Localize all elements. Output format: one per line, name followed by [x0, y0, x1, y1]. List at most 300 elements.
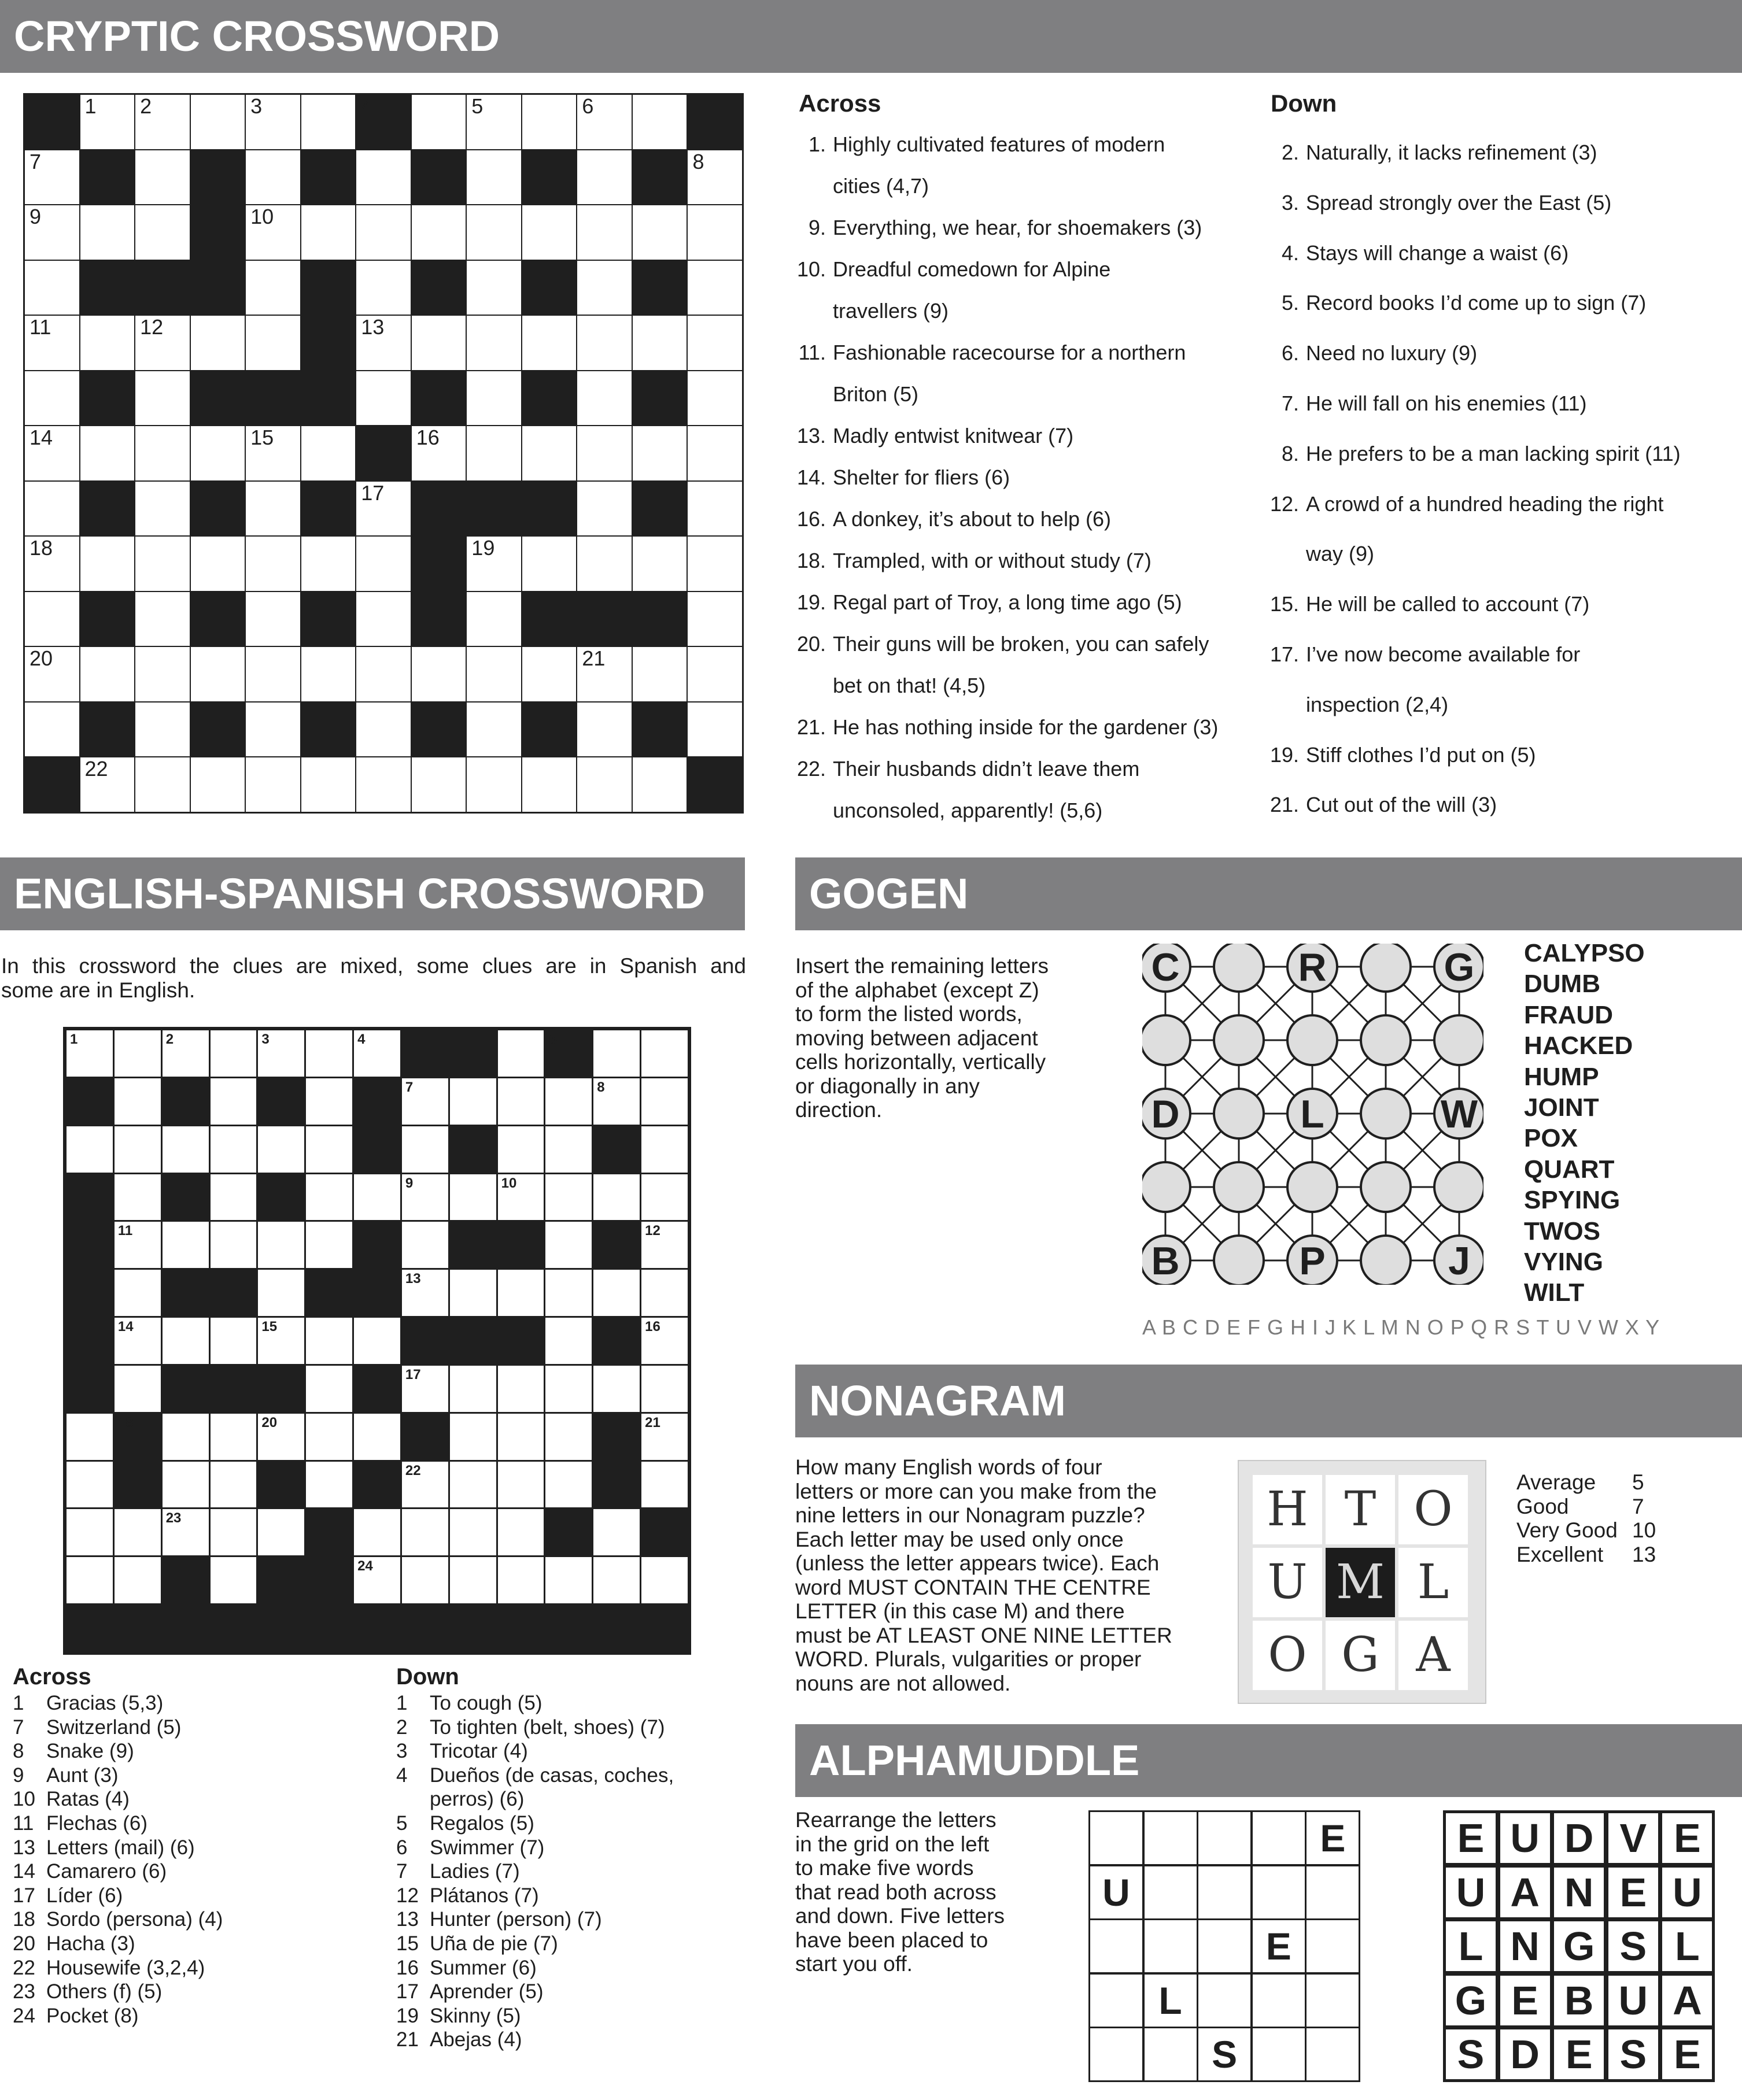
es-cell[interactable] [498, 1557, 544, 1603]
gogen-cell[interactable] [1361, 1236, 1411, 1285]
es-cell[interactable] [593, 1270, 640, 1316]
gogen-cell[interactable] [1361, 1162, 1411, 1212]
cryptic-cell[interactable] [688, 647, 742, 701]
es-cell[interactable] [593, 1557, 640, 1603]
es-cell[interactable] [498, 1126, 544, 1173]
alphamuddle-letter: D [1510, 2032, 1540, 2077]
cryptic-cell[interactable] [577, 261, 632, 315]
cryptic-cell[interactable] [688, 371, 742, 426]
es-cell[interactable] [163, 1126, 209, 1173]
gogen-cell[interactable] [1142, 1015, 1190, 1065]
es-cell[interactable] [258, 1509, 304, 1555]
es-cell[interactable] [545, 1366, 592, 1412]
cryptic-cell[interactable] [577, 150, 632, 205]
gogen-cell[interactable] [1214, 1015, 1264, 1065]
gogen-cell[interactable] [1142, 944, 1190, 992]
es-cell[interactable] [115, 1174, 161, 1221]
gogen-cell[interactable] [1434, 1089, 1483, 1138]
es-cell[interactable] [402, 1462, 448, 1508]
es-cell[interactable] [450, 1174, 496, 1221]
instruction-line: in the grid on the left [795, 1832, 990, 1856]
cryptic-cell[interactable] [577, 647, 632, 701]
cryptic-black-cell [467, 482, 521, 536]
es-cell[interactable] [306, 1126, 352, 1173]
alphamuddle-answer-cell[interactable] [1197, 2027, 1252, 2082]
cryptic-cell[interactable] [25, 261, 79, 315]
cryptic-cell[interactable] [688, 205, 742, 260]
cryptic-cell[interactable] [577, 537, 632, 591]
cryptic-cell[interactable] [80, 95, 135, 149]
es-cell[interactable] [498, 1174, 544, 1221]
es-cell[interactable] [258, 1126, 304, 1173]
cryptic-cell[interactable] [467, 757, 521, 812]
es-cell[interactable] [641, 1270, 688, 1316]
es-cell[interactable] [306, 1462, 352, 1508]
cryptic-cell[interactable] [25, 205, 79, 260]
alphamuddle-answer-cell[interactable] [1305, 1810, 1360, 1866]
es-cell[interactable] [67, 1030, 113, 1077]
es-cell[interactable] [115, 1270, 161, 1316]
alphamuddle-answer-cell[interactable] [1305, 2027, 1360, 2082]
es-cell[interactable] [115, 1509, 161, 1555]
es-cell[interactable] [306, 1174, 352, 1221]
es-cell[interactable] [402, 1557, 448, 1603]
es-cell[interactable] [306, 1414, 352, 1460]
es-cell[interactable] [163, 1462, 209, 1508]
alphamuddle-answer-cell[interactable] [1305, 1973, 1360, 2028]
alphamuddle-letter: U [1510, 1816, 1540, 1861]
cryptic-cell[interactable] [25, 426, 79, 480]
es-cell[interactable] [402, 1270, 448, 1316]
cryptic-cell[interactable] [246, 703, 300, 757]
cryptic-cell[interactable] [80, 757, 135, 812]
cryptic-cell[interactable] [522, 205, 577, 260]
alphamuddle-answer-cell[interactable] [1143, 1973, 1198, 2028]
alphamuddle-answer-cell[interactable] [1251, 1865, 1306, 1920]
gogen-cell[interactable] [1287, 1015, 1337, 1065]
cryptic-cell[interactable] [688, 703, 742, 757]
cryptic-cell[interactable] [577, 316, 632, 370]
es-cell[interactable] [545, 1414, 592, 1460]
es-cell[interactable] [67, 1557, 113, 1603]
es-cell[interactable] [306, 1222, 352, 1268]
gogen-cell[interactable] [1287, 1236, 1337, 1285]
alphamuddle-answer-cell[interactable] [1143, 1810, 1198, 1866]
gogen-cell[interactable] [1434, 1162, 1483, 1212]
cryptic-cell[interactable] [135, 482, 190, 536]
es-cell[interactable] [402, 1366, 448, 1412]
es-cell[interactable] [354, 1174, 400, 1221]
cryptic-cell[interactable] [412, 205, 466, 260]
cryptic-cell[interactable] [135, 426, 190, 480]
cryptic-cell[interactable] [246, 757, 300, 812]
es-cell[interactable] [163, 1318, 209, 1364]
es-cell[interactable] [498, 1270, 544, 1316]
nonagram-cell[interactable] [1253, 1548, 1322, 1617]
alphamuddle-answer-cell[interactable] [1088, 1810, 1144, 1866]
cryptic-cell[interactable] [633, 205, 687, 260]
es-cell[interactable] [545, 1222, 592, 1268]
cryptic-cell[interactable] [25, 592, 79, 646]
es-cell[interactable] [115, 1366, 161, 1412]
cryptic-cell[interactable] [191, 537, 245, 591]
cryptic-cell[interactable] [356, 482, 411, 536]
cryptic-cell[interactable] [577, 482, 632, 536]
clue-text: A crowd of a hundred heading the right [1306, 491, 1664, 516]
alphamuddle-answer-cell[interactable] [1088, 1973, 1144, 2028]
nonagram-centre-cell[interactable] [1326, 1548, 1395, 1617]
es-cell[interactable] [306, 1078, 352, 1125]
cryptic-cell[interactable] [191, 647, 245, 701]
es-cell[interactable] [354, 1318, 400, 1364]
cryptic-cell[interactable] [577, 205, 632, 260]
cryptic-cell[interactable] [25, 482, 79, 536]
es-cell[interactable] [115, 1030, 161, 1077]
cryptic-cell[interactable] [25, 647, 79, 701]
cryptic-cell[interactable] [356, 150, 411, 205]
nonagram-cell[interactable] [1326, 1621, 1395, 1690]
cryptic-cell[interactable] [246, 537, 300, 591]
cryptic-cell[interactable] [135, 150, 190, 205]
cryptic-cell[interactable] [246, 647, 300, 701]
alphamuddle-answer-cell[interactable] [1251, 2027, 1306, 2082]
gogen-cell[interactable] [1361, 944, 1411, 992]
es-clue-text: Skinny (5) [430, 2004, 521, 2027]
cryptic-cell[interactable] [467, 592, 521, 646]
cryptic-cell[interactable] [135, 95, 190, 149]
es-cell[interactable] [67, 1126, 113, 1173]
es-cell[interactable] [258, 1270, 304, 1316]
cryptic-cell[interactable] [522, 426, 577, 480]
es-cell[interactable] [67, 1509, 113, 1555]
cryptic-cell[interactable] [135, 592, 190, 646]
es-cell[interactable] [593, 1174, 640, 1221]
cryptic-cell[interactable] [577, 757, 632, 812]
cryptic-cell[interactable] [301, 426, 356, 480]
gogen-cell[interactable] [1361, 1089, 1411, 1138]
gogen-cell[interactable] [1361, 1015, 1411, 1065]
cryptic-cell[interactable] [467, 150, 521, 205]
cryptic-cell[interactable] [412, 757, 466, 812]
es-cell[interactable] [641, 1126, 688, 1173]
es-cell[interactable] [163, 1030, 209, 1077]
cryptic-cell[interactable] [246, 426, 300, 480]
cryptic-cell[interactable] [467, 537, 521, 591]
es-cell[interactable] [593, 1078, 640, 1125]
es-cell[interactable] [402, 1126, 448, 1173]
es-cell[interactable] [211, 1222, 257, 1268]
nonagram-cell[interactable] [1398, 1548, 1468, 1617]
cryptic-cell[interactable] [356, 757, 411, 812]
es-cell[interactable] [211, 1557, 257, 1603]
cryptic-cell[interactable] [467, 426, 521, 480]
cryptic-cell[interactable] [135, 757, 190, 812]
cryptic-cell[interactable] [577, 426, 632, 480]
cryptic-cell[interactable] [301, 95, 356, 149]
es-cell[interactable] [450, 1078, 496, 1125]
nonagram-cell[interactable] [1326, 1475, 1395, 1544]
es-cell[interactable] [545, 1078, 592, 1125]
es-cell[interactable] [545, 1270, 592, 1316]
es-cell[interactable] [258, 1222, 304, 1268]
alphamuddle-answer-cell[interactable] [1143, 1865, 1198, 1920]
cryptic-cell[interactable] [356, 647, 411, 701]
es-cell[interactable] [211, 1030, 257, 1077]
es-cell[interactable] [211, 1318, 257, 1364]
es-cell[interactable] [115, 1557, 161, 1603]
cryptic-cell[interactable] [633, 757, 687, 812]
cryptic-cell[interactable] [467, 95, 521, 149]
cryptic-cell[interactable] [301, 757, 356, 812]
cryptic-cell[interactable] [522, 757, 577, 812]
es-cell[interactable] [354, 1414, 400, 1460]
es-cell[interactable] [211, 1462, 257, 1508]
es-cell[interactable] [641, 1078, 688, 1125]
cryptic-cell[interactable] [467, 703, 521, 757]
cryptic-cell[interactable] [467, 647, 521, 701]
es-cell[interactable] [450, 1366, 496, 1412]
es-cell[interactable] [498, 1462, 544, 1508]
es-cell[interactable] [545, 1557, 592, 1603]
es-cell[interactable] [498, 1366, 544, 1412]
es-cell[interactable] [258, 1030, 304, 1077]
gogen-cell[interactable] [1142, 1089, 1190, 1138]
es-cell[interactable] [67, 1462, 113, 1508]
cryptic-cell[interactable] [633, 647, 687, 701]
cryptic-cell[interactable] [688, 426, 742, 480]
es-cell[interactable] [593, 1030, 640, 1077]
nonagram-cell[interactable] [1253, 1475, 1322, 1544]
cryptic-cell[interactable] [688, 150, 742, 205]
cryptic-cell[interactable] [633, 95, 687, 149]
cryptic-cell[interactable] [412, 95, 466, 149]
es-cell[interactable] [545, 1318, 592, 1364]
cryptic-cell[interactable] [412, 316, 466, 370]
instruction-line: Each letter may be used only once [795, 1527, 1124, 1551]
gogen-cell[interactable] [1287, 944, 1337, 992]
cryptic-cell[interactable] [412, 426, 466, 480]
es-cell[interactable] [258, 1318, 304, 1364]
alphamuddle-answer-cell[interactable] [1251, 1918, 1306, 1974]
nonagram-cell[interactable] [1398, 1475, 1468, 1544]
es-cell[interactable] [450, 1270, 496, 1316]
cryptic-cell[interactable] [467, 371, 521, 426]
es-cell[interactable] [593, 1366, 640, 1412]
cryptic-cell[interactable] [522, 316, 577, 370]
cryptic-cell[interactable] [246, 95, 300, 149]
es-cell[interactable] [211, 1078, 257, 1125]
nonagram-cell[interactable] [1398, 1621, 1468, 1690]
cryptic-cell[interactable] [577, 95, 632, 149]
cryptic-cell[interactable] [191, 95, 245, 149]
es-cell[interactable] [115, 1318, 161, 1364]
cryptic-cell[interactable] [80, 205, 135, 260]
cryptic-cell[interactable] [633, 537, 687, 591]
es-cell[interactable] [115, 1222, 161, 1268]
es-cell[interactable] [163, 1414, 209, 1460]
es-cell[interactable] [115, 1126, 161, 1173]
es-cell[interactable] [306, 1366, 352, 1412]
es-cell[interactable] [115, 1078, 161, 1125]
cryptic-cell[interactable] [356, 205, 411, 260]
cryptic-cell[interactable] [246, 205, 300, 260]
cryptic-cell[interactable] [356, 261, 411, 315]
es-cell[interactable] [211, 1126, 257, 1173]
gogen-cell[interactable] [1287, 1162, 1337, 1212]
cryptic-cell[interactable] [301, 647, 356, 701]
es-cell[interactable] [450, 1414, 496, 1460]
es-cell[interactable] [306, 1030, 352, 1077]
es-cell[interactable] [402, 1509, 448, 1555]
cryptic-cell[interactable] [356, 703, 411, 757]
cryptic-cell[interactable] [80, 537, 135, 591]
alphamuddle-answer-cell[interactable] [1143, 2027, 1198, 2082]
instruction-line: word MUST CONTAIN THE CENTRE [795, 1575, 1151, 1599]
cryptic-cell[interactable] [246, 316, 300, 370]
cryptic-cell[interactable] [25, 316, 79, 370]
cryptic-cell[interactable] [577, 703, 632, 757]
cryptic-cell[interactable] [688, 316, 742, 370]
alphamuddle-answer-cell[interactable] [1251, 1973, 1306, 2028]
cryptic-cell[interactable] [80, 426, 135, 480]
cryptic-cell[interactable] [25, 371, 79, 426]
cryptic-cell[interactable] [135, 371, 190, 426]
cryptic-cell[interactable] [80, 316, 135, 370]
cryptic-cell[interactable] [246, 482, 300, 536]
es-cell[interactable] [641, 1222, 688, 1268]
es-clue-number: 17 [396, 1980, 419, 2003]
cryptic-cell[interactable] [688, 482, 742, 536]
es-cell[interactable] [545, 1174, 592, 1221]
es-cell[interactable] [402, 1222, 448, 1268]
cryptic-cell[interactable] [633, 316, 687, 370]
es-cell[interactable] [498, 1414, 544, 1460]
es-cell[interactable] [450, 1557, 496, 1603]
cryptic-cell[interactable] [25, 150, 79, 205]
alphamuddle-answer-cell[interactable] [1197, 1973, 1252, 2028]
cryptic-cell[interactable] [412, 647, 466, 701]
es-cell[interactable] [402, 1078, 448, 1125]
cryptic-cell[interactable] [356, 371, 411, 426]
es-cell[interactable] [354, 1030, 400, 1077]
gogen-cell[interactable] [1434, 1236, 1483, 1285]
gogen-cell[interactable] [1287, 1089, 1337, 1138]
es-cell[interactable] [306, 1318, 352, 1364]
alphamuddle-answer-cell[interactable] [1088, 1918, 1144, 1974]
cryptic-cell[interactable] [688, 537, 742, 591]
es-cell[interactable] [641, 1318, 688, 1364]
cryptic-cell[interactable] [191, 316, 245, 370]
es-cell[interactable] [641, 1462, 688, 1508]
alphamuddle-answer-cell[interactable] [1143, 1918, 1198, 1974]
nonagram-cell[interactable] [1253, 1621, 1322, 1690]
clue-text: Trampled, with or without study (7) [833, 549, 1152, 572]
gogen-cell[interactable] [1434, 944, 1483, 992]
gogen-cell[interactable] [1142, 1236, 1190, 1285]
es-cell[interactable] [450, 1462, 496, 1508]
alphamuddle-answer-cell[interactable] [1305, 1918, 1360, 1974]
es-cell[interactable] [498, 1509, 544, 1555]
cryptic-cell[interactable] [356, 537, 411, 591]
cryptic-cell[interactable] [467, 316, 521, 370]
cryptic-cell[interactable] [522, 647, 577, 701]
es-cell[interactable] [641, 1030, 688, 1077]
cryptic-cell[interactable] [135, 205, 190, 260]
cryptic-cell[interactable] [25, 703, 79, 757]
gogen-cell[interactable] [1214, 1236, 1264, 1285]
alphamuddle-answer-cell[interactable] [1305, 1865, 1360, 1920]
es-clue-line [396, 1956, 537, 1980]
cryptic-cell[interactable] [522, 537, 577, 591]
cryptic-cell[interactable] [25, 537, 79, 591]
cryptic-cell[interactable] [577, 371, 632, 426]
es-cell[interactable] [67, 1414, 113, 1460]
es-cell[interactable] [641, 1366, 688, 1412]
cryptic-cell[interactable] [80, 647, 135, 701]
es-cell[interactable] [211, 1174, 257, 1221]
es-cell[interactable] [163, 1509, 209, 1555]
cryptic-cell[interactable] [135, 537, 190, 591]
es-cell[interactable] [498, 1030, 544, 1077]
es-cell[interactable] [211, 1414, 257, 1460]
alphamuddle-answer-cell[interactable] [1197, 1865, 1252, 1920]
es-cell[interactable] [498, 1078, 544, 1125]
gogen-cell[interactable] [1214, 944, 1264, 992]
cryptic-cell[interactable] [356, 592, 411, 646]
es-cell[interactable] [593, 1509, 640, 1555]
es-cell[interactable] [641, 1174, 688, 1221]
es-cell[interactable] [354, 1509, 400, 1555]
cryptic-cell[interactable] [356, 316, 411, 370]
gogen-cell[interactable] [1434, 1015, 1483, 1065]
alphamuddle-answer-cell[interactable] [1251, 1810, 1306, 1866]
es-cell[interactable] [545, 1462, 592, 1508]
cryptic-cell[interactable] [135, 316, 190, 370]
alphamuddle-answer-cell[interactable] [1197, 1918, 1252, 1974]
cryptic-cell[interactable] [467, 205, 521, 260]
cryptic-cell[interactable] [688, 592, 742, 646]
cryptic-cell[interactable] [246, 261, 300, 315]
cryptic-cell[interactable] [246, 592, 300, 646]
es-cell[interactable] [545, 1126, 592, 1173]
cryptic-cell[interactable] [688, 261, 742, 315]
cryptic-cell[interactable] [522, 95, 577, 149]
es-cell[interactable] [258, 1414, 304, 1460]
cryptic-cell[interactable] [246, 150, 300, 205]
cryptic-cell[interactable] [135, 703, 190, 757]
gogen-cell[interactable] [1214, 1162, 1264, 1212]
cryptic-cell[interactable] [191, 757, 245, 812]
es-cell[interactable] [402, 1174, 448, 1221]
es-cell[interactable] [641, 1414, 688, 1460]
cryptic-cell[interactable] [191, 426, 245, 480]
es-cell[interactable] [641, 1557, 688, 1603]
gogen-cell[interactable] [1214, 1089, 1264, 1138]
es-cell[interactable] [211, 1509, 257, 1555]
es-cell[interactable] [354, 1557, 400, 1603]
cryptic-cell[interactable] [301, 537, 356, 591]
cryptic-cell[interactable] [467, 261, 521, 315]
gogen-cell[interactable] [1142, 1162, 1190, 1212]
es-cell[interactable] [163, 1222, 209, 1268]
alphamuddle-answer-cell[interactable] [1088, 2027, 1144, 2082]
alphamuddle-answer-cell[interactable] [1088, 1865, 1144, 1920]
es-cell[interactable] [450, 1509, 496, 1555]
cryptic-cell[interactable] [135, 647, 190, 701]
cryptic-cell[interactable] [633, 426, 687, 480]
cryptic-cell[interactable] [301, 205, 356, 260]
alphamuddle-answer-cell[interactable] [1197, 1810, 1252, 1866]
